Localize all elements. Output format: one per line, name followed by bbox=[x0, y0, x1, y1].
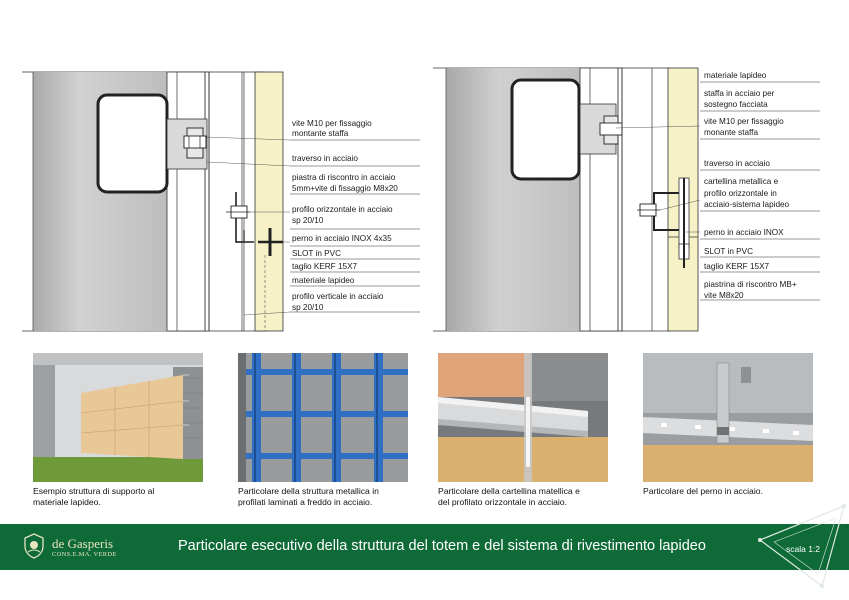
label-taglio-kerf: taglio KERF 15X7 bbox=[292, 262, 358, 271]
caption-metal-structure bbox=[238, 486, 418, 508]
label-r-materiale-lapideo: materiale lapideo bbox=[704, 71, 767, 80]
left-labels bbox=[292, 119, 398, 312]
label-materiale-lapideo: materiale lapideo bbox=[292, 276, 355, 285]
caption-line-1: Particolare del perno in acciaio. bbox=[643, 486, 763, 496]
label-r-cartellina-2: profilo orizzontale in bbox=[704, 189, 777, 198]
label-r-monante-staffa: monante staffa bbox=[704, 128, 759, 137]
label-piastra-riscontro-2: 5mm+vite di fissaggio M8x20 bbox=[292, 184, 398, 193]
caption-line-1: Particolare della cartellina matellica e bbox=[438, 486, 580, 496]
caption-line-2: profilati laminati a freddo in acciaio. bbox=[238, 497, 373, 507]
brand-name: de Gasperis bbox=[52, 536, 114, 551]
label-r-piastrina: piastrina di riscontro MB+ bbox=[704, 280, 797, 289]
label-r-vite-m10: vite M10 per fissaggio bbox=[704, 117, 784, 126]
label-vite-m10: vite M10 per fissaggio bbox=[292, 119, 372, 128]
label-r-slot-pvc: SLOT in PVC bbox=[704, 247, 753, 256]
brand-subtitle: CONS.E.MA. VERDE bbox=[52, 551, 117, 558]
photo-metal-clip bbox=[438, 353, 608, 482]
label-profilo-orizzontale-sp: sp 20/10 bbox=[292, 216, 324, 225]
label-traverso: traverso in acciaio bbox=[292, 154, 358, 163]
crest-icon bbox=[22, 532, 46, 560]
caption-line-2: materiale lapideo. bbox=[33, 497, 101, 507]
drawing-scale: scala 1:2 bbox=[786, 544, 821, 554]
stone-slab bbox=[255, 72, 283, 331]
steel-tube-section-right bbox=[512, 80, 579, 179]
title-block bbox=[0, 524, 849, 570]
right-labels bbox=[704, 71, 797, 300]
caption-support-structure bbox=[33, 486, 213, 508]
brand-logo bbox=[22, 532, 152, 562]
label-profilo-verticale-sp: sp 20/10 bbox=[292, 303, 324, 312]
label-perno-inox: perno in acciaio INOX 4x35 bbox=[292, 234, 392, 243]
label-profilo-verticale: profilo verticale in acciaio bbox=[292, 292, 384, 301]
label-r-staffa-2: sostegno facciata bbox=[704, 100, 768, 109]
steel-tube-section bbox=[98, 95, 167, 192]
drawing-title: Particolare esecutivo della struttura del totem e del sistema di rivestimento lapideo bbox=[178, 538, 706, 554]
caption-line-2: del profilato orizzontale in acciaio. bbox=[438, 497, 567, 507]
caption-pin-detail bbox=[643, 486, 823, 497]
label-r-traverso: traverso in acciaio bbox=[704, 159, 770, 168]
left-callouts bbox=[205, 137, 420, 315]
caption-line-1: Particolare della struttura metallica in bbox=[238, 486, 379, 496]
label-slot-pvc: SLOT in PVC bbox=[292, 249, 341, 258]
label-montante-staffa: montante staffa bbox=[292, 129, 349, 138]
label-r-staffa: staffa in acciaio per bbox=[704, 89, 775, 98]
caption-line-1: Esempio struttura di supporto al bbox=[33, 486, 155, 496]
photo-pin-detail bbox=[643, 353, 813, 482]
label-r-cartellina-3: acciaio-sistema lapideo bbox=[704, 200, 790, 209]
label-r-cartellina: cartellina metallica e bbox=[704, 177, 779, 186]
photo-metal-structure bbox=[238, 353, 408, 482]
photo-support-structure bbox=[33, 353, 203, 482]
label-r-vite-m8: vite M8x20 bbox=[704, 291, 744, 300]
label-profilo-orizzontale: profilo orizzontale in acciaio bbox=[292, 205, 393, 214]
label-r-perno: perno in acciaio INOX bbox=[704, 228, 784, 237]
left-section-drawing bbox=[22, 72, 283, 331]
label-r-taglio-kerf: taglio KERF 15X7 bbox=[704, 262, 770, 271]
label-piastra-riscontro: piastra di riscontro in acciaio bbox=[292, 173, 396, 182]
caption-metal-clip bbox=[438, 486, 618, 508]
right-section-drawing bbox=[433, 68, 698, 331]
